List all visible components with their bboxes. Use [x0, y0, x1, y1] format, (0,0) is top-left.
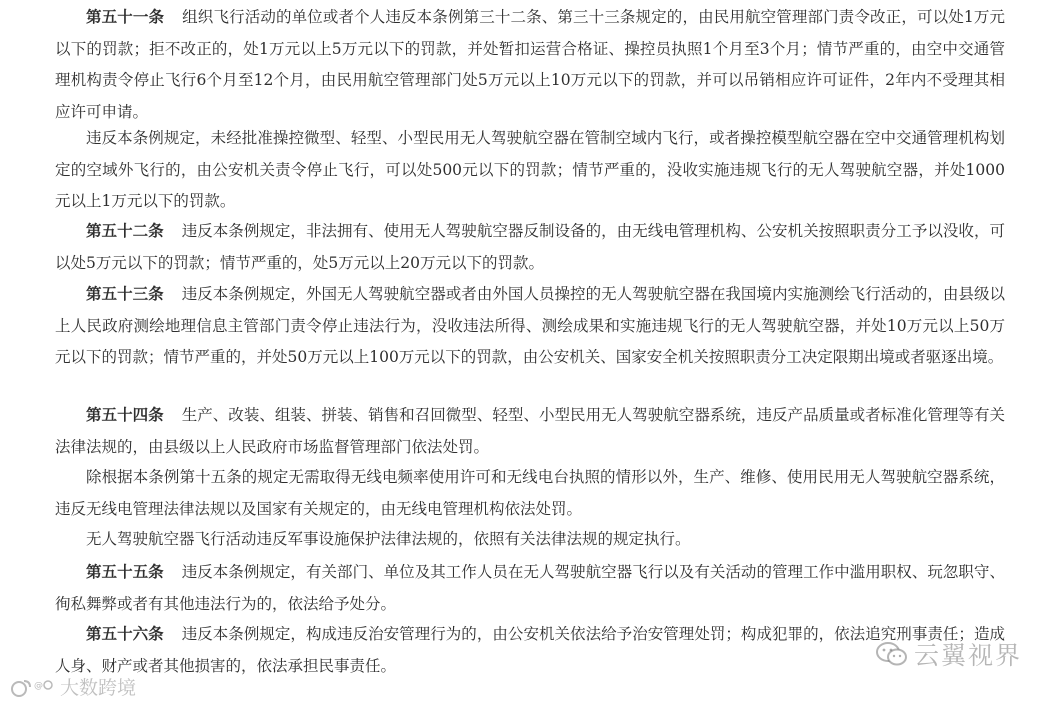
paragraph-art53: [55, 278, 1005, 374]
paragraph-art54: [55, 399, 1005, 463]
weibo-logo-icon: [10, 676, 56, 698]
paragraph-art51: [55, 1, 1005, 128]
paragraph-text: 违反本条例规定，有关部门、单位及其工作人员在无人驾驶航空器飞行以及有关活动的管理工作中滥用职权、玩忽职守、徇私舞弊或者有其他违法行为的，依法给予处分。: [55, 563, 1005, 613]
paragraph-art56: [55, 618, 1005, 682]
paragraph-art54-cont2: [55, 524, 1005, 556]
paragraph-text: 违反本条例规定，外国无人驾驶航空器或者由外国人员操控的无人驾驶航空器在我国境内实施测绘飞行活动的，由县级以上人民政府测绘地理信息主管部门责令停止违法行为，没收违法所得、测绘成果和实施违规飞行的无人驾驶航空器，并处10万元以上50万元以下的罚款；情节严重的，并处50万元以上100万元以下的罚款，由公安机关、国家安全机关按照职责分工决定限期出境或者驱逐出境。: [55, 285, 1005, 366]
paragraph-text: 无人驾驶航空器飞行活动违反军事设施保护法律法规的，依照有关法律法规的规定执行。: [86, 530, 691, 548]
article-number: 第五十二条: [86, 221, 164, 240]
paragraph-art51-cont: [55, 123, 1005, 218]
paragraph-art55: [55, 556, 1005, 620]
wechat-icon: [876, 641, 908, 667]
paragraph-text: 违反本条例规定，未经批准操控微型、轻型、小型民用无人驾驶航空器在管制空域内飞行，或者操控模型航空器在空中交通管理机构划定的空域外飞行的，由公安机关责令停止飞行，可以处500元以下的罚款；情节严重的，没收实施违规飞行的无人驾驶航空器，并处1000元以上1万元以下的罚款。: [55, 129, 1005, 210]
watermark-left-text: 大数跨境: [60, 677, 137, 699]
watermark-left: [10, 673, 136, 700]
watermark-right: [876, 636, 1022, 672]
article-number: 第五十三条: [86, 284, 164, 303]
paragraph-text: 除根据本条例第十五条的规定无需取得无线电频率使用许可和无线电台执照的情形以外，生产、维修、使用民用无人驾驶航空器系统，违反无线电管理法律法规以及国家有关规定的，由无线电管理机构依法处罚。: [55, 468, 1005, 518]
svg-text:@: @: [34, 680, 43, 691]
paragraph-art54-cont1: [55, 462, 1005, 525]
article-number: 第五十六条: [86, 624, 164, 643]
paragraph-art52: [55, 215, 1005, 279]
paragraph-text: 组织飞行活动的单位或者个人违反本条例第三十二条、第三十三条规定的，由民用航空管理部门责令改正，可以处1万元以下的罚款；拒不改正的，处1万元以上5万元以下的罚款，并处暂扣运营合格证、操控员执照1个月至3个月；情节严重的，由空中交通管理机构责令停止飞行6个月至12个月，由民用航空管理部门处5万元以上10万元以下的罚款，并可以吊销相应许可证件，2年内不受理其相应许可申请。: [55, 8, 1005, 121]
paragraph-text: 生产、改装、组装、拼装、销售和召回微型、轻型、小型民用无人驾驶航空器系统，违反产品质量或者标准化管理等有关法律法规的，由县级以上人民政府市场监督管理部门依法处罚。: [55, 406, 1005, 456]
paragraph-text: 违反本条例规定，构成违反治安管理行为的，由公安机关依法给予治安管理处罚；构成犯罪的，依法追究刑事责任；造成人身、财产或者其他损害的，依法承担民事责任。: [55, 625, 1005, 675]
article-number: 第五十五条: [86, 562, 164, 581]
paragraph-text: 违反本条例规定，非法拥有、使用无人驾驶航空器反制设备的，由无线电管理机构、公安机关按照职责分工予以没收，可以处5万元以下的罚款；情节严重的，处5万元以上20万元以下的罚款。: [55, 222, 1005, 272]
article-number: 第五十一条: [86, 7, 165, 26]
article-number: 第五十四条: [86, 405, 164, 424]
watermark-right-text: 云翼视界: [913, 641, 1022, 670]
